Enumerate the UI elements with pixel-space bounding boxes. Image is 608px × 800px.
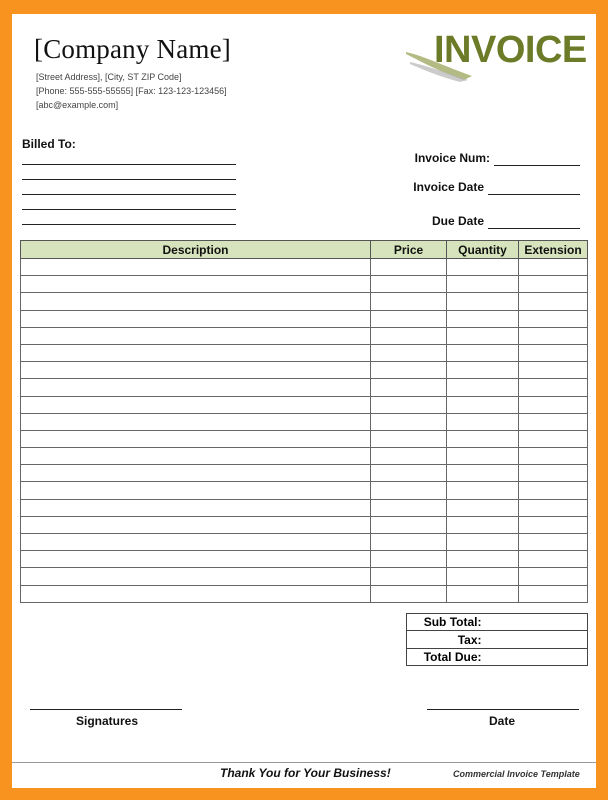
description-cell[interactable] bbox=[21, 327, 371, 344]
quantity-cell[interactable] bbox=[447, 276, 519, 293]
quantity-cell[interactable] bbox=[447, 534, 519, 551]
tax-label: Tax: bbox=[407, 631, 485, 648]
line-items-body bbox=[21, 259, 588, 603]
date-line[interactable] bbox=[427, 709, 579, 710]
billed-to-line[interactable] bbox=[22, 194, 236, 195]
invoice-num-label: Invoice Num: bbox=[414, 151, 490, 165]
company-email: [abc@example.com] bbox=[36, 100, 119, 110]
price-cell[interactable] bbox=[371, 344, 447, 361]
quantity-cell[interactable] bbox=[447, 413, 519, 430]
description-cell[interactable] bbox=[21, 585, 371, 602]
quantity-cell[interactable] bbox=[447, 568, 519, 585]
table-row bbox=[21, 568, 588, 585]
table-header-row bbox=[21, 241, 588, 259]
quantity-cell[interactable] bbox=[447, 551, 519, 568]
quantity-cell[interactable] bbox=[447, 293, 519, 310]
quantity-cell[interactable] bbox=[447, 499, 519, 516]
price-cell[interactable] bbox=[371, 276, 447, 293]
price-cell[interactable] bbox=[371, 448, 447, 465]
table-row bbox=[21, 585, 588, 602]
company-address: [Street Address], [City, ST ZIP Code] bbox=[36, 72, 182, 82]
billed-to-label: Billed To: bbox=[22, 137, 76, 151]
price-cell[interactable] bbox=[371, 551, 447, 568]
line-items-table bbox=[20, 240, 588, 603]
extension-cell[interactable] bbox=[519, 465, 588, 482]
description-cell[interactable] bbox=[21, 448, 371, 465]
table-row bbox=[21, 293, 588, 310]
table-row bbox=[21, 534, 588, 551]
billed-to-line[interactable] bbox=[22, 224, 236, 225]
table-row bbox=[21, 482, 588, 499]
table-row bbox=[21, 430, 588, 447]
table-row bbox=[21, 516, 588, 533]
invoice-sheet bbox=[12, 14, 596, 788]
invoice-date-label: Invoice Date bbox=[413, 180, 484, 194]
extension-cell[interactable] bbox=[519, 293, 588, 310]
price-cell[interactable] bbox=[371, 482, 447, 499]
table-row bbox=[21, 310, 588, 327]
description-cell[interactable] bbox=[21, 293, 371, 310]
table-row bbox=[21, 259, 588, 276]
sub-total-label: Sub Total: bbox=[407, 614, 485, 631]
price-cell[interactable] bbox=[371, 499, 447, 516]
description-cell[interactable] bbox=[21, 465, 371, 482]
table-row bbox=[21, 413, 588, 430]
extension-cell[interactable] bbox=[519, 430, 588, 447]
description-cell[interactable] bbox=[21, 430, 371, 447]
table-row bbox=[21, 499, 588, 516]
extension-cell[interactable] bbox=[519, 516, 588, 533]
total-due-row bbox=[407, 648, 588, 665]
column-header-price: Price bbox=[371, 241, 447, 259]
extension-cell[interactable] bbox=[519, 327, 588, 344]
extension-cell[interactable] bbox=[519, 344, 588, 361]
template-name: Commercial Invoice Template bbox=[453, 769, 580, 779]
description-cell[interactable] bbox=[21, 568, 371, 585]
table-row bbox=[21, 327, 588, 344]
sub-total-value[interactable] bbox=[485, 614, 588, 631]
extension-cell[interactable] bbox=[519, 482, 588, 499]
total-due-label: Total Due: bbox=[407, 648, 485, 665]
description-cell[interactable] bbox=[21, 259, 371, 276]
extension-cell[interactable] bbox=[519, 448, 588, 465]
quantity-cell[interactable] bbox=[447, 379, 519, 396]
price-cell[interactable] bbox=[371, 293, 447, 310]
extension-cell[interactable] bbox=[519, 396, 588, 413]
column-header-quantity: Quantity bbox=[447, 241, 519, 259]
table-row bbox=[21, 396, 588, 413]
totals-table bbox=[406, 613, 588, 666]
description-cell[interactable] bbox=[21, 482, 371, 499]
quantity-cell[interactable] bbox=[447, 344, 519, 361]
description-cell[interactable] bbox=[21, 276, 371, 293]
price-cell[interactable] bbox=[371, 396, 447, 413]
quantity-cell[interactable] bbox=[447, 396, 519, 413]
table-row bbox=[21, 276, 588, 293]
price-cell[interactable] bbox=[371, 534, 447, 551]
sub-total-row bbox=[407, 614, 588, 631]
invoice-date-field[interactable] bbox=[488, 194, 580, 195]
quantity-cell[interactable] bbox=[447, 448, 519, 465]
tax-value[interactable] bbox=[485, 631, 588, 648]
quantity-cell[interactable] bbox=[447, 259, 519, 276]
price-cell[interactable] bbox=[371, 379, 447, 396]
description-cell[interactable] bbox=[21, 534, 371, 551]
invoice-logo bbox=[404, 26, 587, 86]
quantity-cell[interactable] bbox=[447, 585, 519, 602]
extension-cell[interactable] bbox=[519, 362, 588, 379]
due-date-field[interactable] bbox=[488, 228, 580, 229]
description-cell[interactable] bbox=[21, 344, 371, 361]
column-header-description: Description bbox=[21, 241, 371, 259]
extension-cell[interactable] bbox=[519, 379, 588, 396]
extension-cell[interactable] bbox=[519, 413, 588, 430]
description-cell[interactable] bbox=[21, 310, 371, 327]
price-cell[interactable] bbox=[371, 585, 447, 602]
price-cell[interactable] bbox=[371, 516, 447, 533]
price-cell[interactable] bbox=[371, 465, 447, 482]
price-cell[interactable] bbox=[371, 327, 447, 344]
billed-to-line[interactable] bbox=[22, 179, 236, 180]
invoice-num-field[interactable] bbox=[494, 165, 580, 166]
billed-to-line[interactable] bbox=[22, 164, 236, 165]
price-cell[interactable] bbox=[371, 259, 447, 276]
table-row bbox=[21, 551, 588, 568]
quantity-cell[interactable] bbox=[447, 310, 519, 327]
signatures-label: Signatures bbox=[76, 714, 139, 728]
extension-cell[interactable] bbox=[519, 499, 588, 516]
description-cell[interactable] bbox=[21, 362, 371, 379]
price-cell[interactable] bbox=[371, 430, 447, 447]
total-due-value[interactable] bbox=[485, 648, 588, 665]
extension-cell[interactable] bbox=[519, 259, 588, 276]
table-row bbox=[21, 379, 588, 396]
invoice-logo-text: INVOICE bbox=[434, 29, 587, 71]
footer-divider bbox=[12, 762, 596, 763]
billed-to-line[interactable] bbox=[22, 209, 236, 210]
quantity-cell[interactable] bbox=[447, 516, 519, 533]
extension-cell[interactable] bbox=[519, 551, 588, 568]
price-cell[interactable] bbox=[371, 310, 447, 327]
quantity-cell[interactable] bbox=[447, 327, 519, 344]
signature-line[interactable] bbox=[30, 709, 182, 710]
description-cell[interactable] bbox=[21, 499, 371, 516]
column-header-extension: Extension bbox=[519, 241, 588, 259]
table-row bbox=[21, 344, 588, 361]
price-cell[interactable] bbox=[371, 362, 447, 379]
quantity-cell[interactable] bbox=[447, 430, 519, 447]
extension-cell[interactable] bbox=[519, 585, 588, 602]
extension-cell[interactable] bbox=[519, 310, 588, 327]
description-cell[interactable] bbox=[21, 413, 371, 430]
table-row bbox=[21, 448, 588, 465]
description-cell[interactable] bbox=[21, 551, 371, 568]
company-phone-fax: [Phone: 555-555-55555] [Fax: 123-123-123456] bbox=[36, 86, 227, 96]
date-label: Date bbox=[489, 714, 516, 728]
extension-cell[interactable] bbox=[519, 276, 588, 293]
company-name: [Company Name] bbox=[34, 34, 231, 64]
tax-row bbox=[407, 631, 588, 648]
table-row bbox=[21, 362, 588, 379]
description-cell[interactable] bbox=[21, 379, 371, 396]
description-cell[interactable] bbox=[21, 396, 371, 413]
quantity-cell[interactable] bbox=[447, 465, 519, 482]
thank-you-message: Thank You for Your Business! bbox=[220, 766, 391, 780]
description-cell[interactable] bbox=[21, 516, 371, 533]
table-row bbox=[21, 465, 588, 482]
quantity-cell[interactable] bbox=[447, 482, 519, 499]
extension-cell[interactable] bbox=[519, 568, 588, 585]
due-date-label: Due Date bbox=[431, 214, 484, 228]
price-cell[interactable] bbox=[371, 568, 447, 585]
price-cell[interactable] bbox=[371, 413, 447, 430]
quantity-cell[interactable] bbox=[447, 362, 519, 379]
extension-cell[interactable] bbox=[519, 534, 588, 551]
